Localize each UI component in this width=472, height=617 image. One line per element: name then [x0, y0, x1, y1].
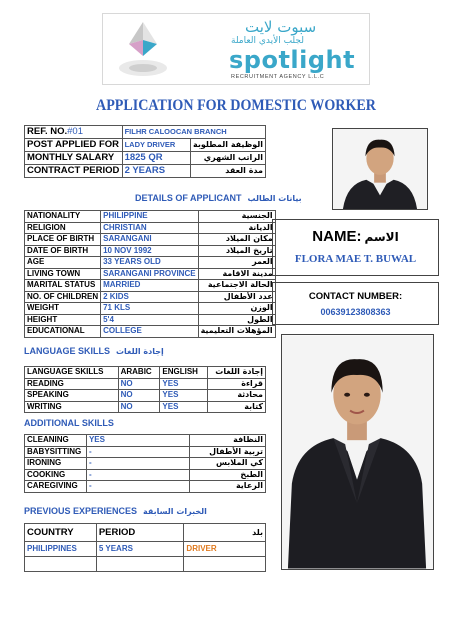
details-table — [24, 210, 276, 338]
experience-period: 5 YEARS — [96, 542, 184, 557]
lang-col-english: ENGLISH — [160, 367, 208, 379]
detail-value: 2 KIDS — [101, 291, 198, 303]
language-row — [25, 378, 266, 390]
detail-label: AGE — [25, 257, 101, 269]
page-title: APPLICATION FOR DOMESTIC WORKER — [96, 97, 376, 114]
ref-row — [25, 126, 266, 139]
post-row — [25, 139, 266, 152]
salary-label: MONTHLY SALARY — [25, 152, 123, 165]
salary-value: 1825 QR — [122, 152, 190, 165]
lang-col-ar: إجادة اللغات — [208, 367, 266, 379]
experience-heading — [24, 506, 207, 516]
detail-label: DATE OF BIRTH — [25, 245, 101, 257]
language-table — [24, 366, 266, 413]
contract-row — [25, 165, 266, 178]
application-summary-table — [24, 125, 266, 178]
ref-label: REF. NO. — [27, 126, 68, 137]
detail-label: PLACE OF BIRTH — [25, 234, 101, 246]
contact-box — [272, 282, 439, 325]
detail-label-ar: عدد الأطفال — [198, 291, 275, 303]
detail-label: EDUCATIONAL — [25, 326, 101, 338]
contract-label-ar: مدة العقد — [190, 165, 265, 178]
name-label-ar: الاسم — [364, 230, 399, 244]
experience-heading-ar: الخبرات السابقة — [143, 507, 207, 516]
applicant-name: FLORA MAE T. BUWAL — [294, 253, 417, 265]
detail-label: WEIGHT — [25, 303, 101, 315]
detail-value: CHRISTIAN — [101, 222, 198, 234]
detail-label: HEIGHT — [25, 314, 101, 326]
detail-value: SARANGANI PROVINCE — [101, 268, 198, 280]
experience-header-row — [25, 524, 266, 542]
detail-value: 10 NOV 1992 — [101, 245, 198, 257]
lang-col-arabic: ARABIC — [118, 367, 160, 379]
skill-label: BABYSITTING — [25, 446, 87, 458]
experience-heading-en: PREVIOUS EXPERIENCES — [24, 506, 138, 516]
contact-label: CONTACT NUMBER: — [308, 291, 403, 302]
skill-label: IRONING — [25, 458, 87, 470]
detail-label-ar: الوزن — [198, 303, 275, 315]
contract-value: 2 YEARS — [122, 165, 190, 178]
detail-label: RELIGION — [25, 222, 101, 234]
detail-label-ar: الجنسية — [198, 211, 275, 223]
skill-value: - — [86, 481, 189, 493]
portrait-large-image — [282, 335, 433, 569]
contract-label: CONTRACT PERIOD — [25, 165, 123, 178]
experience-country: PHILIPPINES — [25, 542, 97, 557]
arabic-level: NO — [118, 390, 160, 402]
arabic-level: NO — [118, 378, 160, 390]
detail-row — [25, 291, 276, 303]
arabic-level: NO — [118, 401, 160, 413]
experience-row — [25, 542, 266, 557]
agency-logo — [102, 13, 370, 85]
detail-row — [25, 268, 276, 280]
details-rows — [25, 211, 276, 338]
language-row — [25, 401, 266, 413]
language-heading-ar: إجادة اللغات — [116, 347, 164, 356]
english-level: YES — [160, 401, 208, 413]
name-label: NAME: — [312, 228, 362, 245]
detail-row — [25, 314, 276, 326]
logo-arabic-name: سبوت لايت — [245, 18, 317, 36]
detail-label: NATIONALITY — [25, 211, 101, 223]
experience-period — [96, 557, 184, 572]
additional-skill-row — [25, 458, 266, 470]
detail-label-ar: مكان الميلاد — [198, 234, 275, 246]
skill-label: COOKING — [25, 469, 87, 481]
detail-label-ar: الطول — [198, 314, 275, 326]
detail-row — [25, 245, 276, 257]
detail-label-ar: العمر — [198, 257, 275, 269]
name-box — [272, 219, 439, 276]
skill-label-ar: تربية الأطفال — [190, 446, 266, 458]
detail-row — [25, 211, 276, 223]
ref-cell — [25, 126, 123, 139]
skill-value: YES — [86, 435, 189, 447]
spotlight-logo-mark — [117, 22, 169, 78]
details-heading-ar: بيانات الطالب — [247, 194, 302, 203]
portrait-small-image — [333, 129, 427, 209]
detail-label-ar: مدينة الاقامة — [198, 268, 275, 280]
additional-skill-row — [25, 481, 266, 493]
detail-label-ar: الديانة — [198, 222, 275, 234]
english-level: YES — [160, 378, 208, 390]
name-heading — [273, 228, 438, 245]
logo-subtitle: RECRUITMENT AGENCY L.L.C — [231, 74, 325, 80]
exp-col-ar: بلد — [184, 524, 266, 542]
skill-label-ar: الرعاية — [190, 481, 266, 493]
detail-row — [25, 234, 276, 246]
language-header-row — [25, 367, 266, 379]
language-skill-ar: قراءة — [208, 378, 266, 390]
experience-row — [25, 557, 266, 572]
lang-col-label: LANGUAGE SKILLS — [25, 367, 119, 379]
additional-skill-row — [25, 469, 266, 481]
language-heading — [24, 346, 164, 356]
detail-label: LIVING TOWN — [25, 268, 101, 280]
post-label: POST APPLIED FOR — [25, 139, 123, 152]
detail-value: COLLEGE — [101, 326, 198, 338]
skill-label-ar: النظافة — [190, 435, 266, 447]
skill-label: CLEANING — [25, 435, 87, 447]
detail-label: MARITAL STATUS — [25, 280, 101, 292]
language-skill-ar: محادثة — [208, 390, 266, 402]
logo-english-name: spotlight — [229, 46, 356, 74]
skill-label-ar: كي الملابس — [190, 458, 266, 470]
skill-value: - — [86, 458, 189, 470]
language-heading-en: LANGUAGE SKILLS — [24, 346, 111, 356]
experience-table — [24, 523, 266, 572]
detail-value: SARANGANI — [101, 234, 198, 246]
language-skill-label: WRITING — [25, 401, 119, 413]
salary-label-ar: الراتب الشهري — [190, 152, 265, 165]
detail-value: 71 KLS — [101, 303, 198, 315]
language-row — [25, 390, 266, 402]
applicant-photo-large — [281, 334, 434, 570]
skill-label-ar: الطبخ — [190, 469, 266, 481]
detail-row — [25, 303, 276, 315]
detail-value: 33 YEARS OLD — [101, 257, 198, 269]
detail-row — [25, 257, 276, 269]
experience-country — [25, 557, 97, 572]
detail-label-ar: الحالة الاجتماعية — [198, 280, 275, 292]
additional-heading: ADDITIONAL SKILLS — [24, 418, 114, 428]
language-skill-label: READING — [25, 378, 119, 390]
branch-value: FILHR CALOOCAN BRANCH — [122, 126, 265, 139]
detail-value: MARRIED — [101, 280, 198, 292]
additional-skill-row — [25, 446, 266, 458]
additional-skills-table — [24, 434, 266, 493]
detail-value: 5'4 — [101, 314, 198, 326]
detail-value: PHILIPPINE — [101, 211, 198, 223]
language-skill-ar: كتابة — [208, 401, 266, 413]
experience-position — [184, 557, 266, 572]
skill-value: - — [86, 469, 189, 481]
language-skill-label: SPEAKING — [25, 390, 119, 402]
applicant-photo-small — [332, 128, 428, 210]
detail-row — [25, 280, 276, 292]
ref-number: #01 — [67, 126, 83, 137]
logo-arabic-tagline: لجلب الأيدي العاملة — [231, 36, 304, 46]
english-level: YES — [160, 390, 208, 402]
contact-number: 00639123808363 — [320, 307, 391, 317]
post-value: LADY DRIVER — [122, 139, 190, 152]
detail-row — [25, 222, 276, 234]
detail-row — [25, 326, 276, 338]
skill-value: - — [86, 446, 189, 458]
details-heading — [135, 193, 302, 203]
detail-label: NO. OF CHILDREN — [25, 291, 101, 303]
experience-position: DRIVER — [184, 542, 266, 557]
detail-label-ar: تاريخ الميلاد — [198, 245, 275, 257]
details-heading-en: DETAILS OF APPLICANT — [135, 193, 242, 203]
additional-skill-row — [25, 435, 266, 447]
exp-col-country: COUNTRY — [25, 524, 97, 542]
skill-label: CAREGIVING — [25, 481, 87, 493]
salary-row — [25, 152, 266, 165]
exp-col-period: PERIOD — [96, 524, 184, 542]
post-label-ar: الوظيفة المطلوبة — [190, 139, 265, 152]
detail-label-ar: المؤهلات التعليمية — [198, 326, 275, 338]
additional-rows — [25, 435, 266, 493]
